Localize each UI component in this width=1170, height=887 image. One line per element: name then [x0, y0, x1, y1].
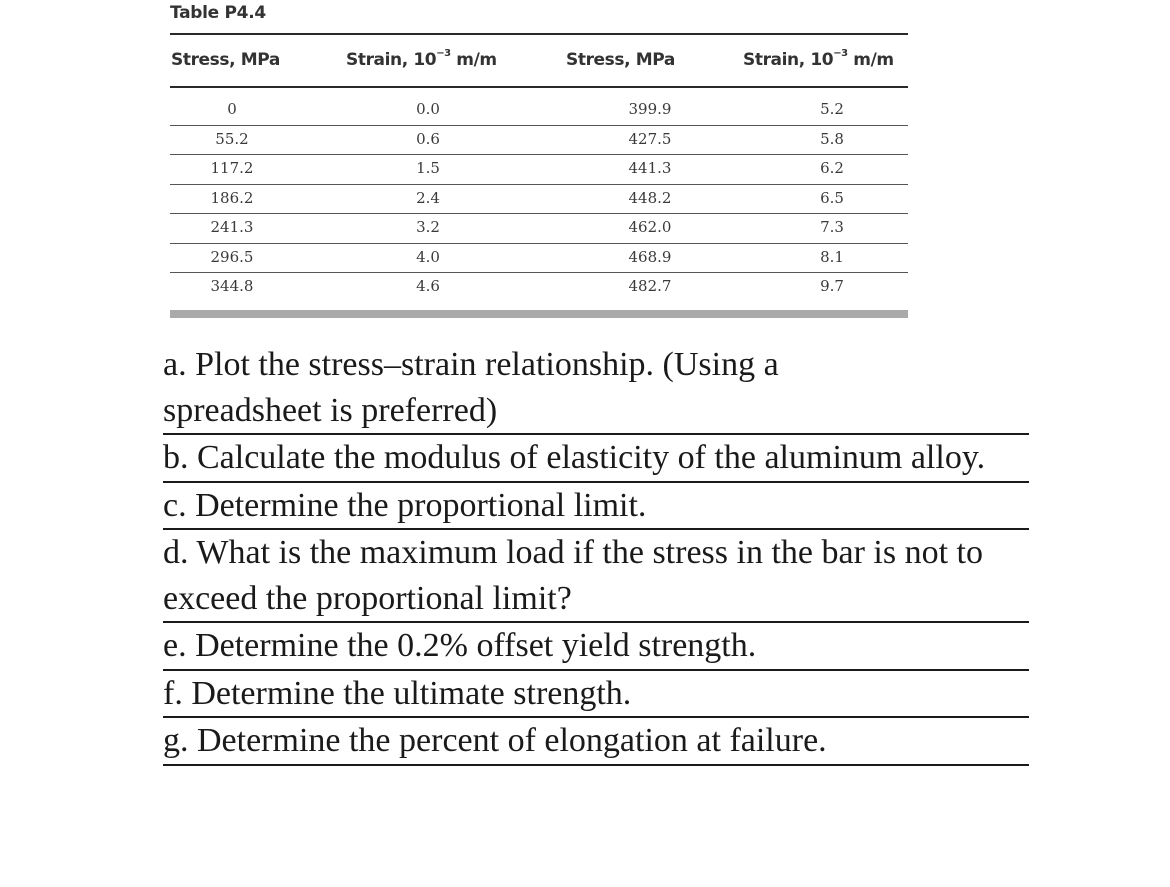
- question-a: a. Plot the stress–strain relationship. (Using a spreadsheet is preferred): [163, 342, 1029, 435]
- table-cell: 55.2: [215, 129, 249, 148]
- header-strain-2: Strain, $10^{-3}$ m/m: [743, 48, 894, 70]
- header-strain-1: Strain, $10^{-3}$ m/m: [346, 48, 497, 70]
- table-cell: 186.2: [210, 188, 254, 207]
- table-cell: 0.0: [416, 100, 440, 118]
- table-caption: Table P4.4: [170, 3, 266, 23]
- table-cell: 6.2: [820, 159, 844, 177]
- table-cell: 6.5: [820, 188, 844, 207]
- table-cell: 296.5: [210, 247, 254, 266]
- table-cell: 5.8: [820, 129, 844, 148]
- question-list: [163, 342, 1029, 766]
- table-cell: 2.4: [416, 188, 440, 207]
- table-row: [170, 96, 908, 126]
- table-header-rule: [170, 86, 908, 88]
- table-row: [170, 155, 908, 185]
- table-body: [170, 96, 908, 302]
- table-cell: 3.2: [416, 218, 440, 236]
- table-top-rule: [170, 33, 908, 35]
- table-cell: 7.3: [820, 218, 844, 236]
- question-b: b. Calculate the modulus of elasticity of the aluminum alloy.: [163, 435, 1029, 483]
- table-cell: 5.2: [820, 100, 844, 118]
- table-cell: 4.6: [416, 277, 440, 295]
- header-stress-2: Stress, MPa: [566, 50, 675, 70]
- table-header-row: [170, 50, 908, 76]
- table-cell: 0.6: [416, 129, 440, 148]
- table-bottom-rule: [170, 310, 908, 318]
- table-cell: 344.8: [210, 277, 254, 295]
- table-cell: 399.9: [628, 100, 672, 118]
- question-c: c. Determine the proportional limit.: [163, 483, 1029, 531]
- question-f: f. Determine the ultimate strength.: [163, 671, 1029, 719]
- table-cell: 1.5: [416, 159, 440, 177]
- header-stress-1: Stress, MPa: [171, 50, 280, 70]
- table-cell: 0: [227, 100, 237, 118]
- table-cell: 462.0: [628, 218, 672, 236]
- table-row: [170, 126, 908, 156]
- table-cell: 427.5: [628, 129, 672, 148]
- table-row: [170, 244, 908, 274]
- table-cell: 468.9: [628, 247, 672, 266]
- table-cell: 9.7: [820, 277, 844, 295]
- table-cell: 8.1: [820, 247, 844, 266]
- table-cell: 241.3: [210, 218, 254, 236]
- table-row: [170, 185, 908, 215]
- table-row: [170, 214, 908, 244]
- table-cell: 117.2: [210, 159, 254, 177]
- question-g: g. Determine the percent of elongation at failure.: [163, 718, 1029, 766]
- question-e: e. Determine the 0.2% offset yield strength.: [163, 623, 1029, 671]
- table-row: [170, 273, 908, 302]
- table-cell: 441.3: [628, 159, 672, 177]
- table-cell: 482.7: [628, 277, 672, 295]
- table-cell: 448.2: [628, 188, 672, 207]
- question-d: d. What is the maximum load if the stress in the bar is not to exceed the proportional limit?: [163, 530, 1029, 623]
- table-cell: 4.0: [416, 247, 440, 266]
